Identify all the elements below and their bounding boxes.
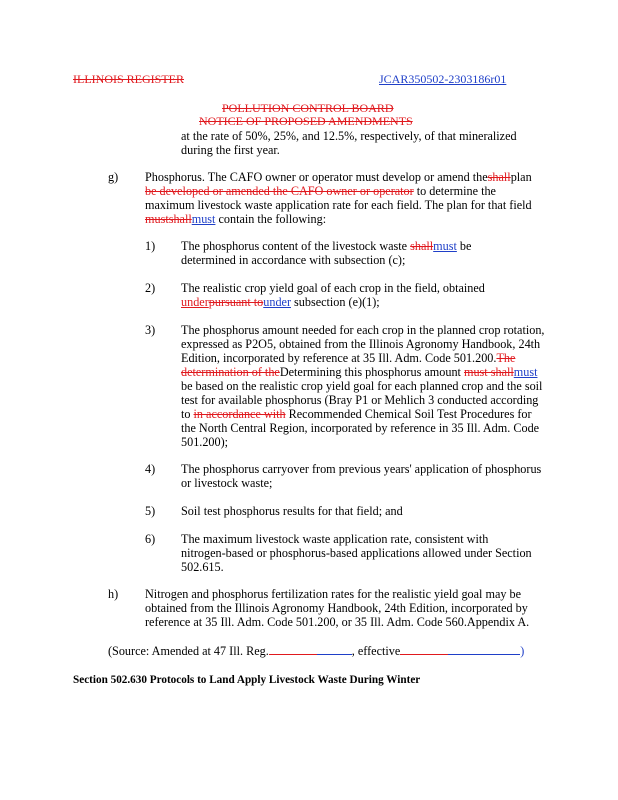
item-6-text: The maximum livestock waste application rate, consistent with nitrogen-based or phosphorus-based applications allowed under Section 502.615.: [181, 532, 532, 574]
item-1-text: The phosphorus content of the livestock waste shallmust be determined in accordance with subsection (c);: [181, 239, 472, 267]
section-heading: Section 502.630 Protocols to Land Apply Livestock Waste During Winter: [73, 674, 421, 686]
notice-title: NOTICE OF PROPOSED AMENDMENTS: [199, 114, 413, 128]
item-5-text: Soil test phosphorus results for that field; and: [181, 504, 403, 518]
item-2-text: The realistic crop yield goal of each crop in the field, obtained underpursuant tounder subsection (e)(1);: [181, 281, 485, 309]
item-4-text: The phosphorus carryover from previous years' application of phosphorus or livestock waste;: [181, 462, 542, 490]
carryover-text: at the rate of 50%, 25%, and 12.5%, respectively, of that mineralized during the first year.: [181, 129, 517, 157]
item-2-number: 2): [145, 281, 156, 295]
item-5-number: 5): [145, 504, 156, 518]
document-id: JCAR350502-2303186r01: [379, 72, 507, 86]
subsection-h-label: h): [108, 587, 119, 601]
subsection-g-text: Phosphorus. The CAFO owner or operator must develop or amend theshallplan be developed or amended the CAFO owner or operator to determine the maximum livestock waste application rate for each field. The plan for that field mustshallmust contain the following:: [145, 170, 532, 226]
subsection-g-label: g): [108, 170, 119, 184]
board-name: POLLUTION CONTROL BOARD: [222, 101, 394, 115]
item-6-number: 6): [145, 532, 156, 546]
item-3-text: The phosphorus amount needed for each crop in the planned crop rotation, expressed as P2O5, obtained from the Illinois Agronomy Handbook, 24th Edition, incorporated by reference at 35 Ill. Adm. Code 501.200.The determination of theDetermining this phosphorus amount must shallmust be based on the realistic crop yield goal for each planned crop and the soil test for available phosphorus (Bray P1 or Mehlich 3 conducted according to in accordance with Recommended Chemical Soil Test Procedures for the North Central Region, incorporated by reference in 35 Ill. Adm. Code 501.200);: [181, 323, 545, 449]
item-3-number: 3): [145, 323, 156, 337]
item-1-number: 1): [145, 239, 156, 253]
subsection-h-text: Nitrogen and phosphorus fertilization rates for the realistic yield goal may be obtained from the Illinois Agronomy Handbook, 24th Edition, incorporated by reference at 35 Ill. Adm. Code 501.200, or 35 Ill. Adm. Code 560.Appendix A.: [145, 587, 530, 629]
register-title: ILLINOIS REGISTER: [73, 72, 184, 86]
source-note: (Source: Amended at 47 Ill. Reg. , effective ): [108, 644, 525, 658]
item-4-number: 4): [145, 462, 156, 476]
